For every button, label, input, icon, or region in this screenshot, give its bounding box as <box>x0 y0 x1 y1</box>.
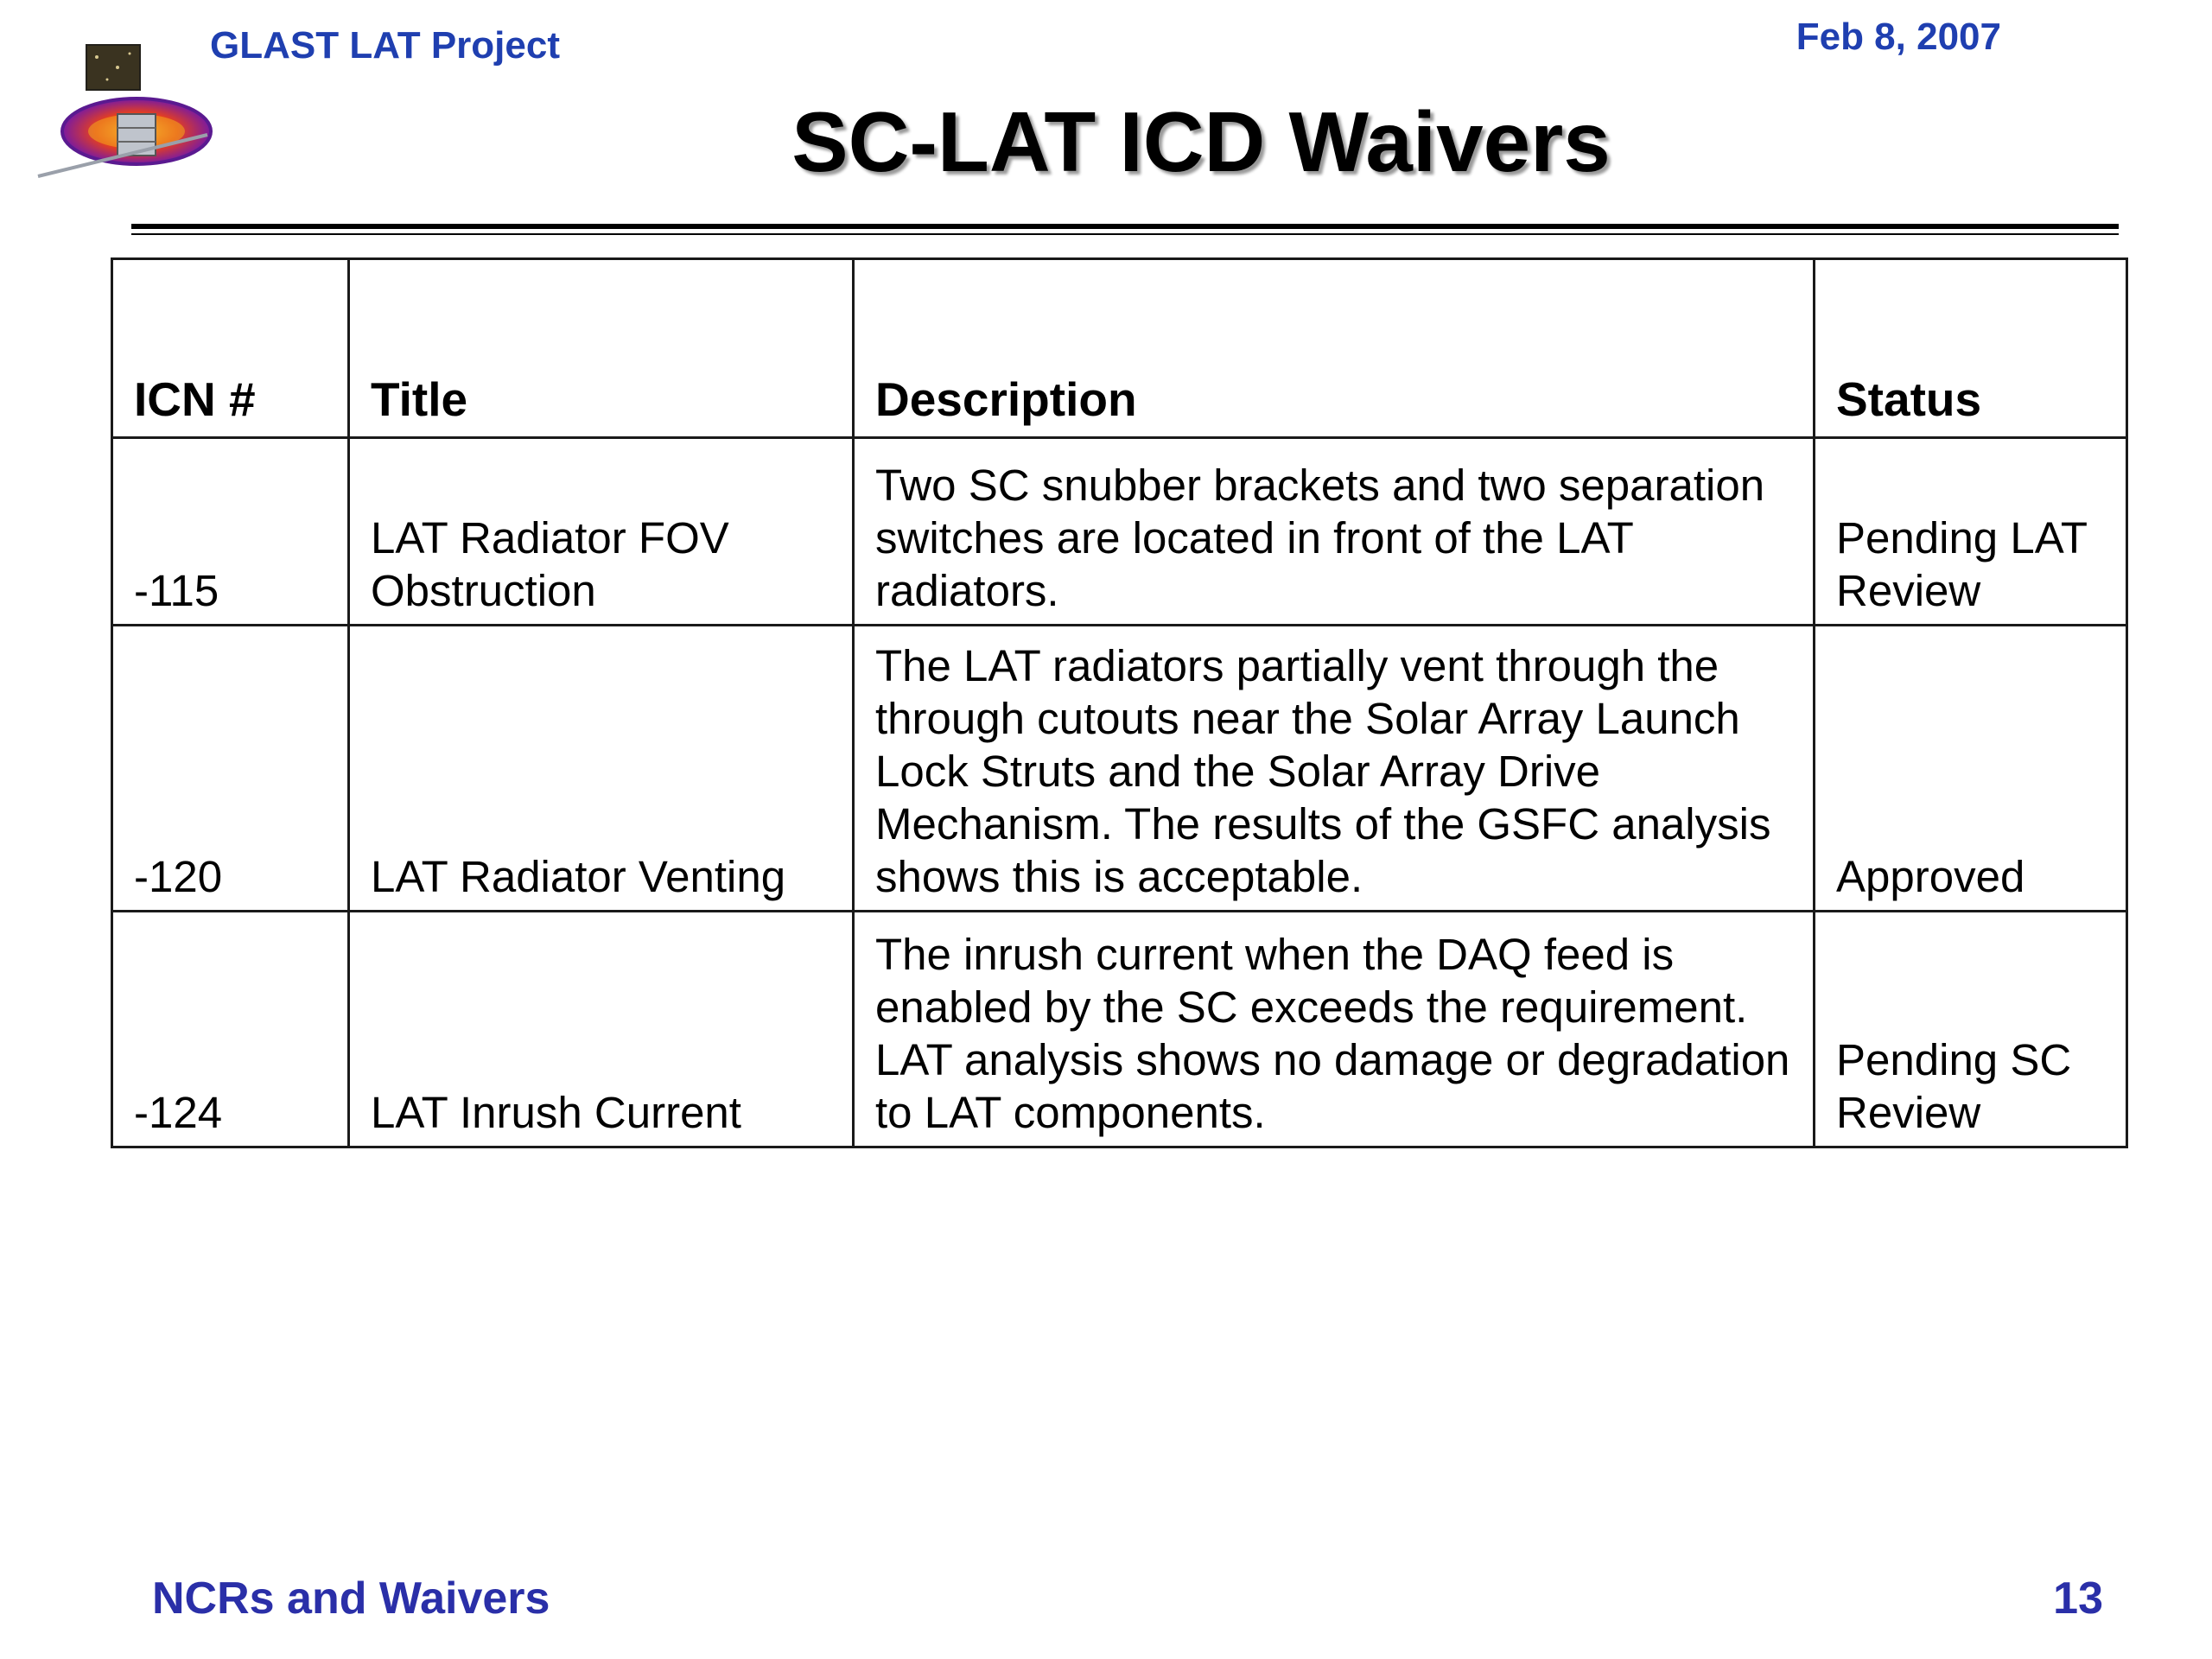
title-cell: LAT Radiator Venting <box>349 626 854 912</box>
slide-title: SC-LAT ICD Waivers <box>791 94 1611 189</box>
column-header-status: Status <box>1815 259 2127 438</box>
column-header-description: Description <box>854 259 1815 438</box>
slide-date: Feb 8, 2007 <box>1796 16 2001 58</box>
icn-cell: -120 <box>112 626 349 912</box>
title-divider <box>131 224 2119 229</box>
title-cell: LAT Inrush Current <box>349 912 854 1147</box>
title-cell: LAT Radiator FOV Obstruction <box>349 438 854 626</box>
page-number: 13 <box>2053 1573 2103 1624</box>
column-header-icn: ICN # <box>112 259 349 438</box>
status-cell: Pending LAT Review <box>1815 438 2127 626</box>
project-name: GLAST LAT Project <box>210 24 560 67</box>
footer-section-title: NCRs and Waivers <box>152 1573 550 1624</box>
table-row <box>112 438 2127 626</box>
status-cell: Approved <box>1815 626 2127 912</box>
column-header-title: Title <box>349 259 854 438</box>
table-row <box>112 912 2127 1147</box>
description-cell: The LAT radiators partially vent through the through cutouts near the Solar Array Launch Lock Struts and the Solar Array Drive Mechanism. The results of the GSFC analysis shows this is acceptable. <box>854 626 1815 912</box>
title-divider-thin <box>131 233 2119 235</box>
status-cell: Pending SC Review <box>1815 912 2127 1147</box>
table-row <box>112 626 2127 912</box>
icn-cell: -115 <box>112 438 349 626</box>
waivers-table <box>111 257 2128 1148</box>
description-cell: Two SC snubber brackets and two separation switches are located in front of the LAT radiators. <box>854 438 1815 626</box>
description-cell: The inrush current when the DAQ feed is enabled by the SC exceeds the requirement. LAT analysis shows no damage or degradation to LAT components. <box>854 912 1815 1147</box>
table-header-row <box>112 259 2127 438</box>
icn-cell: -124 <box>112 912 349 1147</box>
